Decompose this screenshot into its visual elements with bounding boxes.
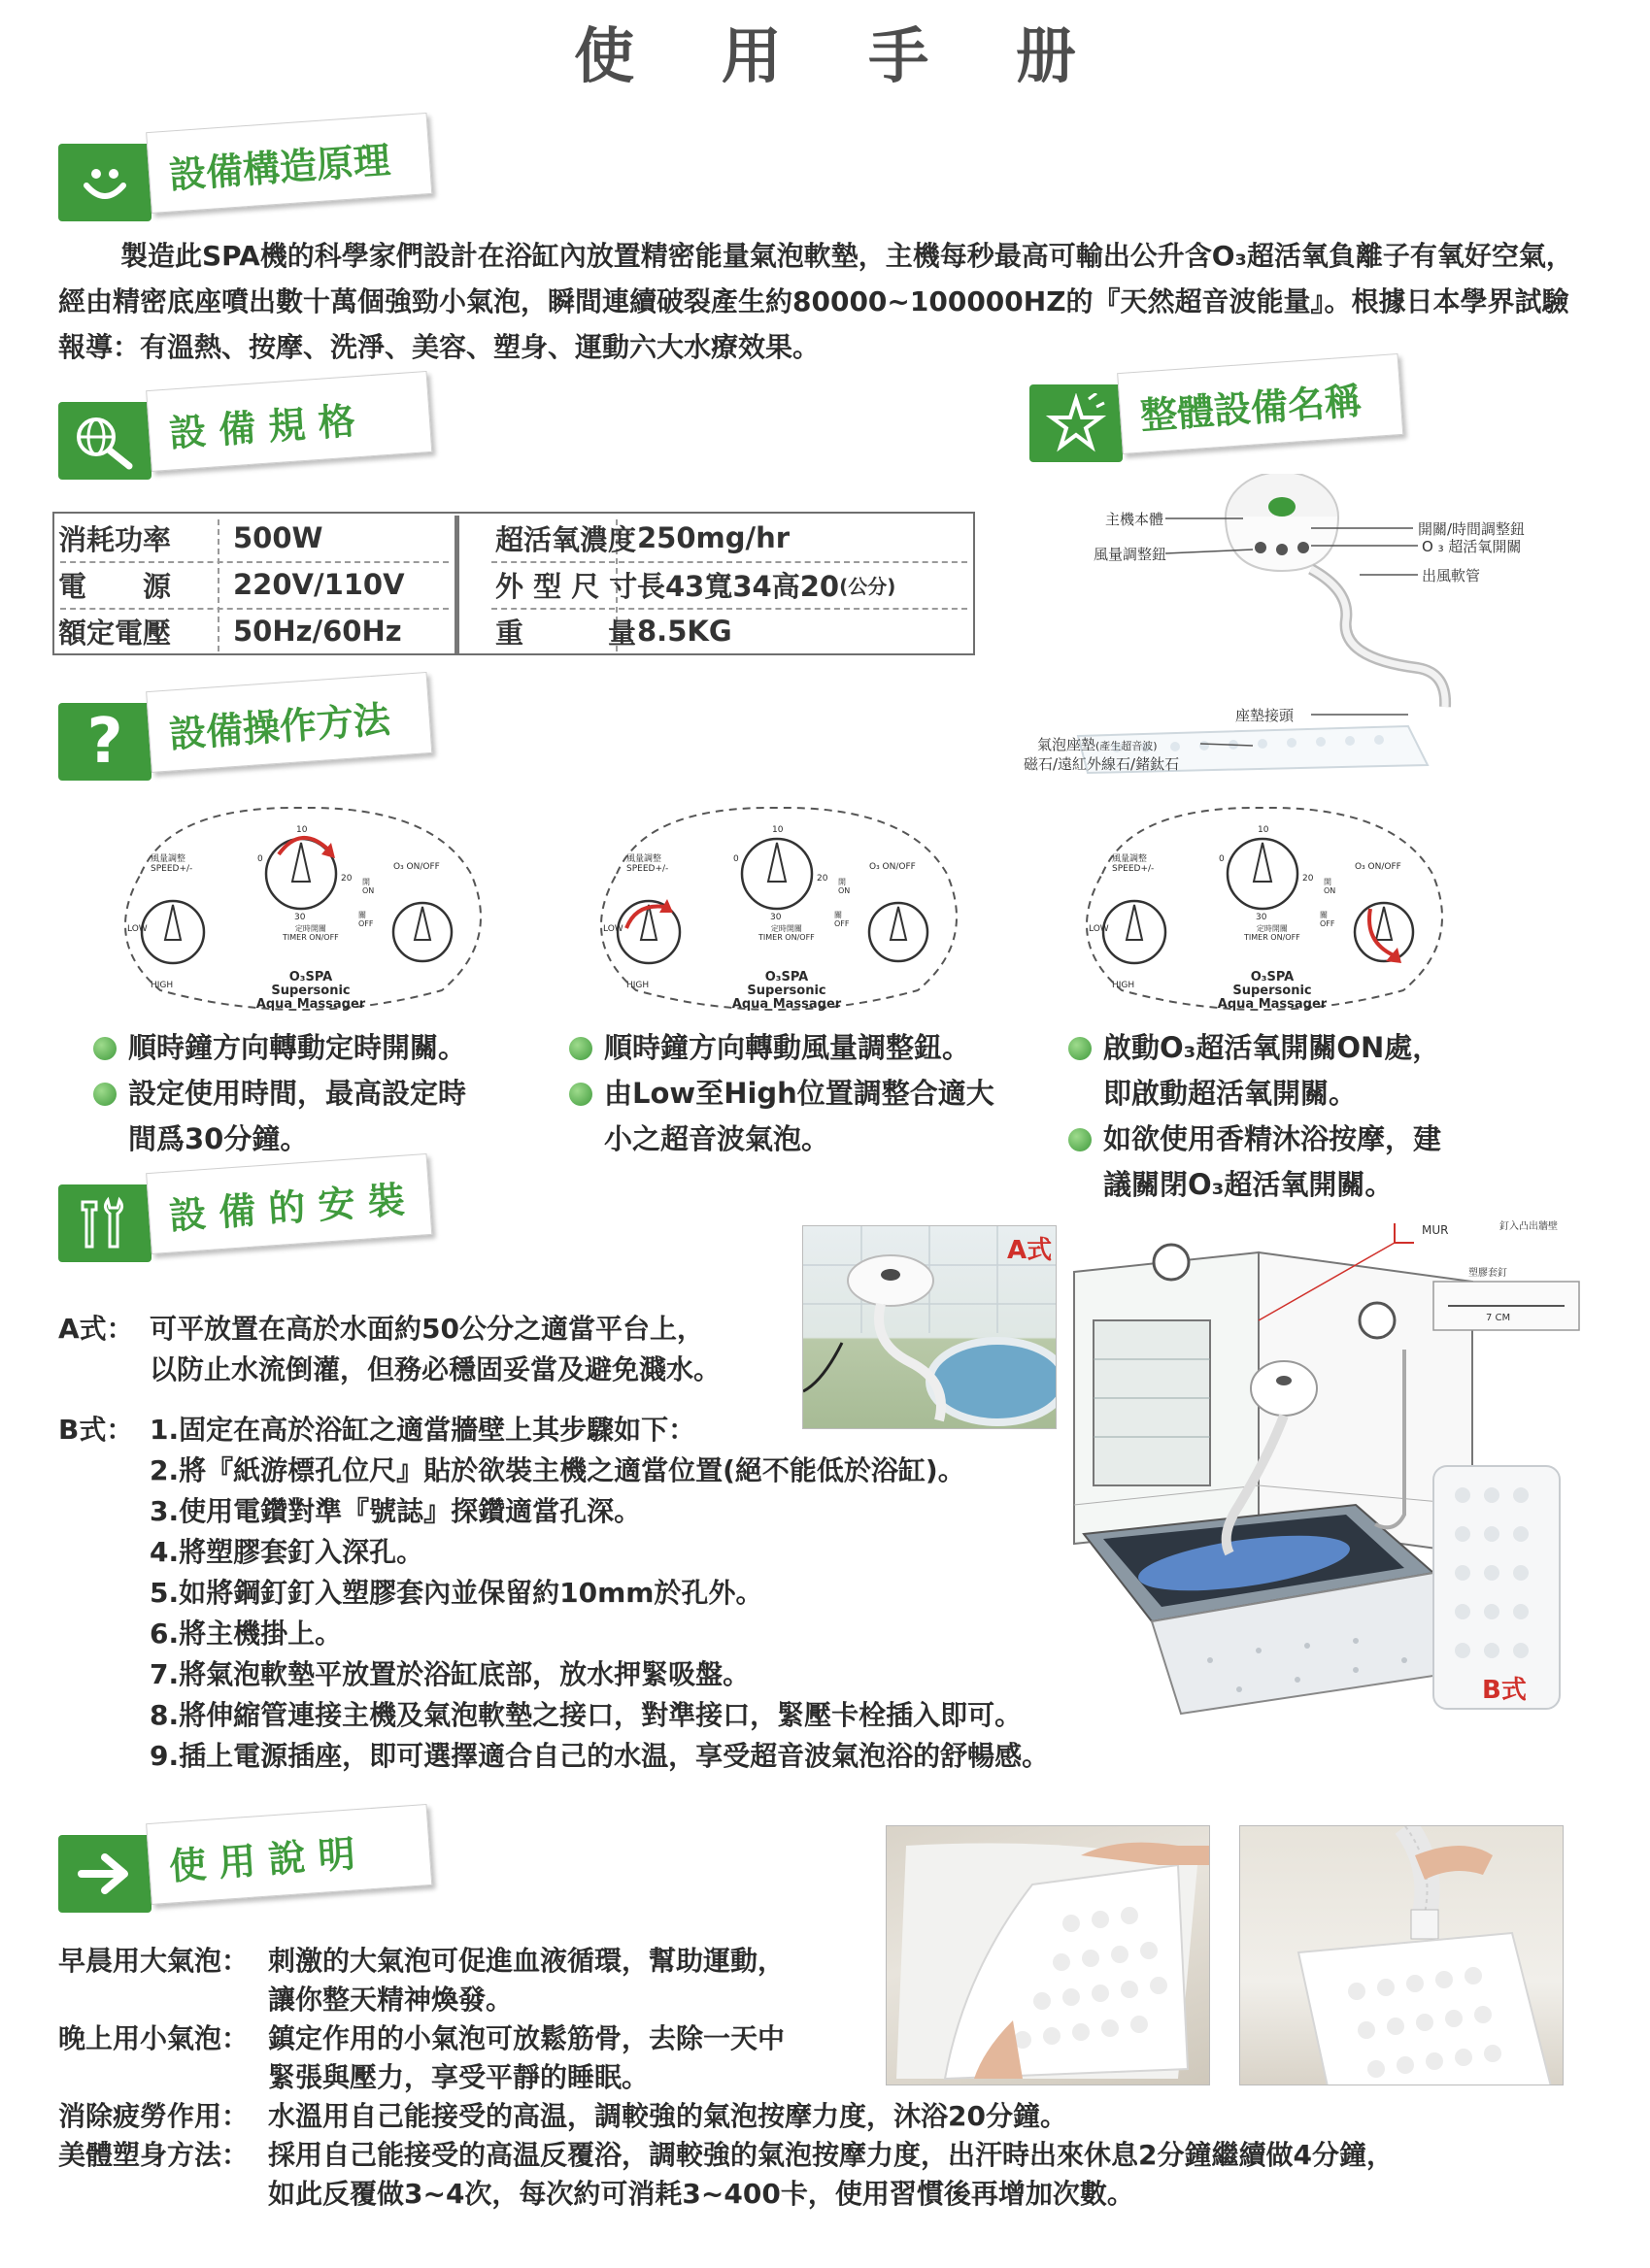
- bullet-item: [93, 1025, 530, 1071]
- operation-col-3: [1068, 1025, 1534, 1208]
- control-panel-3: [1073, 796, 1452, 1015]
- label-connector: 座墊接頭: [1235, 707, 1295, 724]
- brand-line-2: Aqua Massager: [1217, 997, 1328, 1012]
- usage-line: 讓你整天精神煥發。: [268, 1984, 514, 2016]
- wall-gap-label: 7 CM: [1486, 1313, 1511, 1323]
- timer-zero: 0: [733, 854, 739, 864]
- on-cn: 開: [362, 878, 370, 886]
- on-cn: 開: [838, 878, 846, 886]
- spec-key: 超活氧濃度: [495, 522, 637, 556]
- section-label: 設 備 規 格: [146, 371, 432, 472]
- high-label: HIGH: [626, 981, 650, 990]
- sparkle-icon: [1029, 384, 1123, 462]
- bullet-text: 啟動O₃超活氧開關ON處，: [1103, 1031, 1441, 1064]
- timer-ten: 10: [772, 825, 784, 835]
- spec-value: 50Hz/60Hz: [233, 615, 402, 648]
- label-ozone-switch: O ₃ 超活氧開關: [1422, 538, 1522, 555]
- low-label: LOW: [1089, 924, 1109, 934]
- section-header-install: [58, 1173, 447, 1262]
- spec-value: 500W: [233, 521, 323, 554]
- globe-search-icon: [58, 402, 152, 480]
- panel-brand: [724, 971, 850, 1012]
- high-label: HIGH: [151, 981, 174, 990]
- fig-a-label: A式: [1007, 1236, 1053, 1265]
- bullet-dot: [1068, 1128, 1092, 1151]
- control-panel-1: [112, 796, 490, 1015]
- usage-key: 早晨用大氣泡：: [58, 1945, 250, 1977]
- arrow-right-icon: [58, 1835, 152, 1913]
- speed-label: [151, 854, 192, 874]
- bullet-text: 設定使用時間，最高設定時: [128, 1077, 467, 1110]
- ozone-label: O₃ ON/OFF: [869, 862, 916, 872]
- brand-line-2: Aqua Massager: [731, 997, 842, 1012]
- install-b-step: 7.將氣泡軟墊平放置於浴缸底部，放水押緊吸盤。: [150, 1658, 751, 1690]
- install-b-step: 9.插上電源插座，即可選擇適合自己的水温，享受超音波氣泡浴的舒暢感。: [150, 1740, 1050, 1772]
- bullet-item: [1068, 1117, 1534, 1162]
- timer-twenty: 20: [341, 874, 353, 884]
- ozone-label: O₃ ON/OFF: [1355, 862, 1401, 872]
- section-header-structure: [58, 132, 447, 221]
- install-a-line: 以防止水流倒灌，但務必穩固妥當及避免濺水。: [150, 1353, 722, 1385]
- usage-item: [58, 2097, 1394, 2136]
- high-label: HIGH: [1112, 981, 1135, 990]
- spec-key: 額定電壓: [58, 616, 172, 650]
- install-b-illustration: [1064, 1214, 1589, 1718]
- on-en: ON: [1324, 886, 1336, 895]
- speed-label: [626, 854, 668, 874]
- bullet-text: 順時鐘方向轉動定時開關。: [128, 1031, 467, 1064]
- install-b-step: 6.將主機掛上。: [150, 1618, 343, 1650]
- fig-b-label: B式: [1482, 1676, 1527, 1705]
- pad-note: (產生超音波): [1095, 740, 1158, 752]
- on-en: ON: [838, 886, 851, 895]
- on-label: [838, 878, 850, 895]
- section-header-usage: [58, 1823, 447, 1913]
- panel-brand: [1209, 971, 1335, 1012]
- spec-key: 電 源: [58, 569, 172, 603]
- section-label: 使 用 說 明: [146, 1804, 432, 1905]
- wall-mur-label: MUR: [1422, 1223, 1449, 1237]
- spec-unit: (公分): [839, 574, 896, 598]
- operation-col-1: [93, 1025, 530, 1162]
- usage-line: 鎮定作用的小氣泡可放鬆筋骨，去除一天中: [268, 2022, 786, 2054]
- usage-item: [58, 2136, 1394, 2175]
- spec-table: [52, 512, 975, 655]
- pad-name: 氣泡座墊: [1037, 736, 1096, 753]
- section-header-names: [1029, 373, 1418, 462]
- timer-label: [283, 924, 339, 942]
- on-label: [362, 878, 374, 895]
- off-cn: 關: [358, 911, 366, 919]
- operation-col-2: [569, 1025, 1035, 1162]
- section-label: 整體設備名稱: [1117, 353, 1403, 454]
- bullet-dot: [569, 1083, 592, 1106]
- low-label: LOW: [603, 924, 623, 934]
- wall-screw-label: 釘入凸出牆壁: [1499, 1221, 1558, 1232]
- spec-key: 外 型 尺 寸: [495, 569, 638, 603]
- label-body: 主機本體: [1105, 511, 1164, 528]
- tools-icon: [58, 1184, 152, 1262]
- usage-key: 晚上用小氣泡：: [58, 2022, 250, 2054]
- timer-en: TIMER ON/OFF: [758, 933, 815, 942]
- brand-line-1: O₃SPA Supersonic: [1232, 970, 1312, 998]
- install-b: [58, 1410, 1049, 1777]
- bullet-dot: [93, 1083, 117, 1106]
- spec-value: [637, 562, 895, 607]
- timer-twenty: 20: [817, 874, 828, 884]
- timer-label: [1244, 924, 1300, 942]
- usage-line: 如此反覆做3~4次，每次約可消耗3~400卡，使用習慣後再增加次數。: [268, 2178, 1134, 2210]
- speed-cn: 風量調整: [626, 854, 662, 864]
- bullet-item: [93, 1071, 530, 1117]
- spec-value: 8.5KG: [637, 615, 732, 648]
- off-cn: 關: [1320, 911, 1328, 919]
- bullet-text: 順時鐘方向轉動風量調整鈕。: [604, 1031, 971, 1064]
- timer-cn: 定時開關: [294, 924, 326, 933]
- timer-thirty: 30: [294, 913, 306, 922]
- off-label: [834, 911, 850, 928]
- timer-cn: 定時開關: [1256, 924, 1288, 933]
- usage-key: 消除疲勞作用：: [58, 2100, 250, 2132]
- panel-brand: [248, 971, 374, 1012]
- install-a-illustration: [802, 1225, 1057, 1429]
- timer-twenty: 20: [1302, 874, 1314, 884]
- usage-line: 緊張與壓力，享受平靜的睡眠。: [268, 2061, 650, 2093]
- on-label: [1324, 878, 1335, 895]
- timer-ten: 10: [296, 825, 308, 835]
- install-a-row: [58, 1309, 721, 1350]
- usage-line: 水溫用自己能接受的高温，調較強的氣泡按摩力度，沐浴20分鐘。: [268, 2100, 1067, 2132]
- off-en: OFF: [1320, 919, 1335, 928]
- spec-key: 重 量: [495, 616, 637, 650]
- speed-cn: 風量調整: [1112, 854, 1148, 864]
- brand-line-2: Aqua Massager: [255, 997, 366, 1012]
- timer-label: [758, 924, 815, 942]
- install-a-line: 可平放置在高於水面約50公分之適當平台上，: [150, 1313, 704, 1345]
- off-en: OFF: [358, 919, 374, 928]
- off-label: [358, 911, 374, 928]
- speed-cn: 風量調整: [151, 854, 186, 864]
- timer-thirty: 30: [1256, 913, 1267, 922]
- section-label: 設備構造原理: [146, 113, 432, 214]
- usage-item: [58, 2019, 1394, 2058]
- bullet-item: [1068, 1025, 1534, 1071]
- device-diagram: [1020, 474, 1564, 784]
- on-cn: 開: [1324, 878, 1331, 886]
- low-label: LOW: [127, 924, 148, 934]
- install-b-step: 8.將伸縮管連接主機及氣泡軟墊之接口，對準接口，緊壓卡栓插入即可。: [150, 1699, 1023, 1731]
- install-b-tag: B式：: [58, 1414, 134, 1446]
- smile-icon: [58, 144, 152, 221]
- timer-cn: 定時開關: [770, 924, 802, 933]
- usage-item: [58, 1942, 1394, 1981]
- speed-en: SPEED+/-: [151, 864, 193, 874]
- usage-list: [58, 1942, 1394, 2214]
- bullet-dot: [569, 1037, 592, 1060]
- label-pad: [1037, 734, 1158, 754]
- timer-zero: 0: [1219, 854, 1225, 864]
- control-panel-2: [588, 796, 966, 1015]
- ozone-label: O₃ ON/OFF: [393, 862, 440, 872]
- speed-en: SPEED+/-: [1112, 864, 1155, 874]
- label-pad-material: 磁石/遠紅外線石/鍺鈦石: [1024, 755, 1180, 773]
- install-b-step: 5.如將鋼釘釘入塑膠套內並保留約10mm於孔外。: [150, 1577, 763, 1609]
- speed-label: [1112, 854, 1154, 874]
- spec-value: 220V/110V: [233, 568, 405, 601]
- timer-thirty: 30: [770, 913, 782, 922]
- bullet-continuation: 即啟動超活氧開關。: [1103, 1077, 1358, 1110]
- install-a-tag: A式：: [58, 1313, 134, 1345]
- section-label: 設 備 的 安 裝: [146, 1153, 432, 1254]
- bullet-continuation: 小之超音波氣泡。: [604, 1122, 830, 1155]
- wall-plug-label: 塑膠套釘: [1468, 1268, 1507, 1279]
- timer-en: TIMER ON/OFF: [283, 933, 339, 942]
- usage-line: 採用自己能接受的高温反覆浴，調較強的氣泡按摩力度，出汗時出來休息2分鐘繼續做4分鐘，: [268, 2139, 1394, 2171]
- brand-line-1: O₃SPA Supersonic: [271, 970, 351, 998]
- install-b-step: 4.將塑膠套釘入深孔。: [150, 1536, 424, 1568]
- bullet-text: 由Low至High位置調整合適大: [604, 1077, 994, 1110]
- install-b-step: 1.固定在高於浴缸之適當牆壁上其步驟如下：: [150, 1414, 696, 1446]
- section-header-operation: [58, 691, 447, 781]
- usage-key: 美體塑身方法：: [58, 2139, 250, 2171]
- bullet-dot: [1068, 1037, 1092, 1060]
- usage-line: 刺激的大氣泡可促進血液循環，幫助運動，: [268, 1945, 786, 1977]
- spec-value: 250mg/hr: [637, 521, 791, 554]
- label-hose: 出風軟管: [1422, 567, 1481, 584]
- page-title: 使 用 手 册: [574, 20, 1109, 91]
- bullet-item: [569, 1025, 1035, 1071]
- speed-en: SPEED+/-: [626, 864, 669, 874]
- bullet-continuation: 間爲30分鐘。: [128, 1122, 309, 1155]
- label-airflow-knob: 風量調整鈕: [1094, 546, 1167, 563]
- install-b-step: 3.使用電鑽對準『號誌』探鑽適當孔深。: [150, 1495, 642, 1527]
- section-header-spec: [58, 390, 447, 480]
- off-en: OFF: [834, 919, 850, 928]
- off-cn: 關: [834, 911, 842, 919]
- timer-zero: 0: [257, 854, 263, 864]
- question-icon: ?: [58, 703, 152, 781]
- structure-paragraph: 製造此SPA機的科學家們設計在浴缸內放置精密能量氣泡軟墊，主機每秒最高可輸出公升含O₃超活氧負離子有氧好空氣，經由精密底座噴出數十萬個強勁小氣泡，瞬間連續破裂產生約80000~100000HZ的『天然超音波能量』。根據日本學界試驗報導：有溫熱、按摩、洗淨、美容、塑身、運動六大水療效果。: [58, 240, 1573, 363]
- timer-en: TIMER ON/OFF: [1244, 933, 1300, 942]
- brand-line-1: O₃SPA Supersonic: [747, 970, 826, 998]
- bullet-text: 如欲使用香精沐浴按摩，建: [1103, 1122, 1442, 1155]
- spec-value-text: 長43寬34高20: [637, 569, 840, 603]
- off-label: [1320, 911, 1335, 928]
- on-en: ON: [362, 886, 375, 895]
- spec-key: 消耗功率: [58, 522, 172, 556]
- bullet-item: [569, 1071, 1035, 1117]
- install-a: [58, 1309, 721, 1390]
- timer-ten: 10: [1258, 825, 1269, 835]
- label-switch-timer: 開關/時間調整鈕: [1418, 520, 1526, 538]
- bullet-dot: [93, 1037, 117, 1060]
- bullet-continuation: 議關閉O₃超活氧開關。: [1103, 1168, 1394, 1201]
- section-label: 設備操作方法: [146, 672, 432, 773]
- install-b-step: 2.將『紙游標孔位尺』貼於欲裝主機之適當位置(絕不能低於浴缸)。: [150, 1454, 965, 1486]
